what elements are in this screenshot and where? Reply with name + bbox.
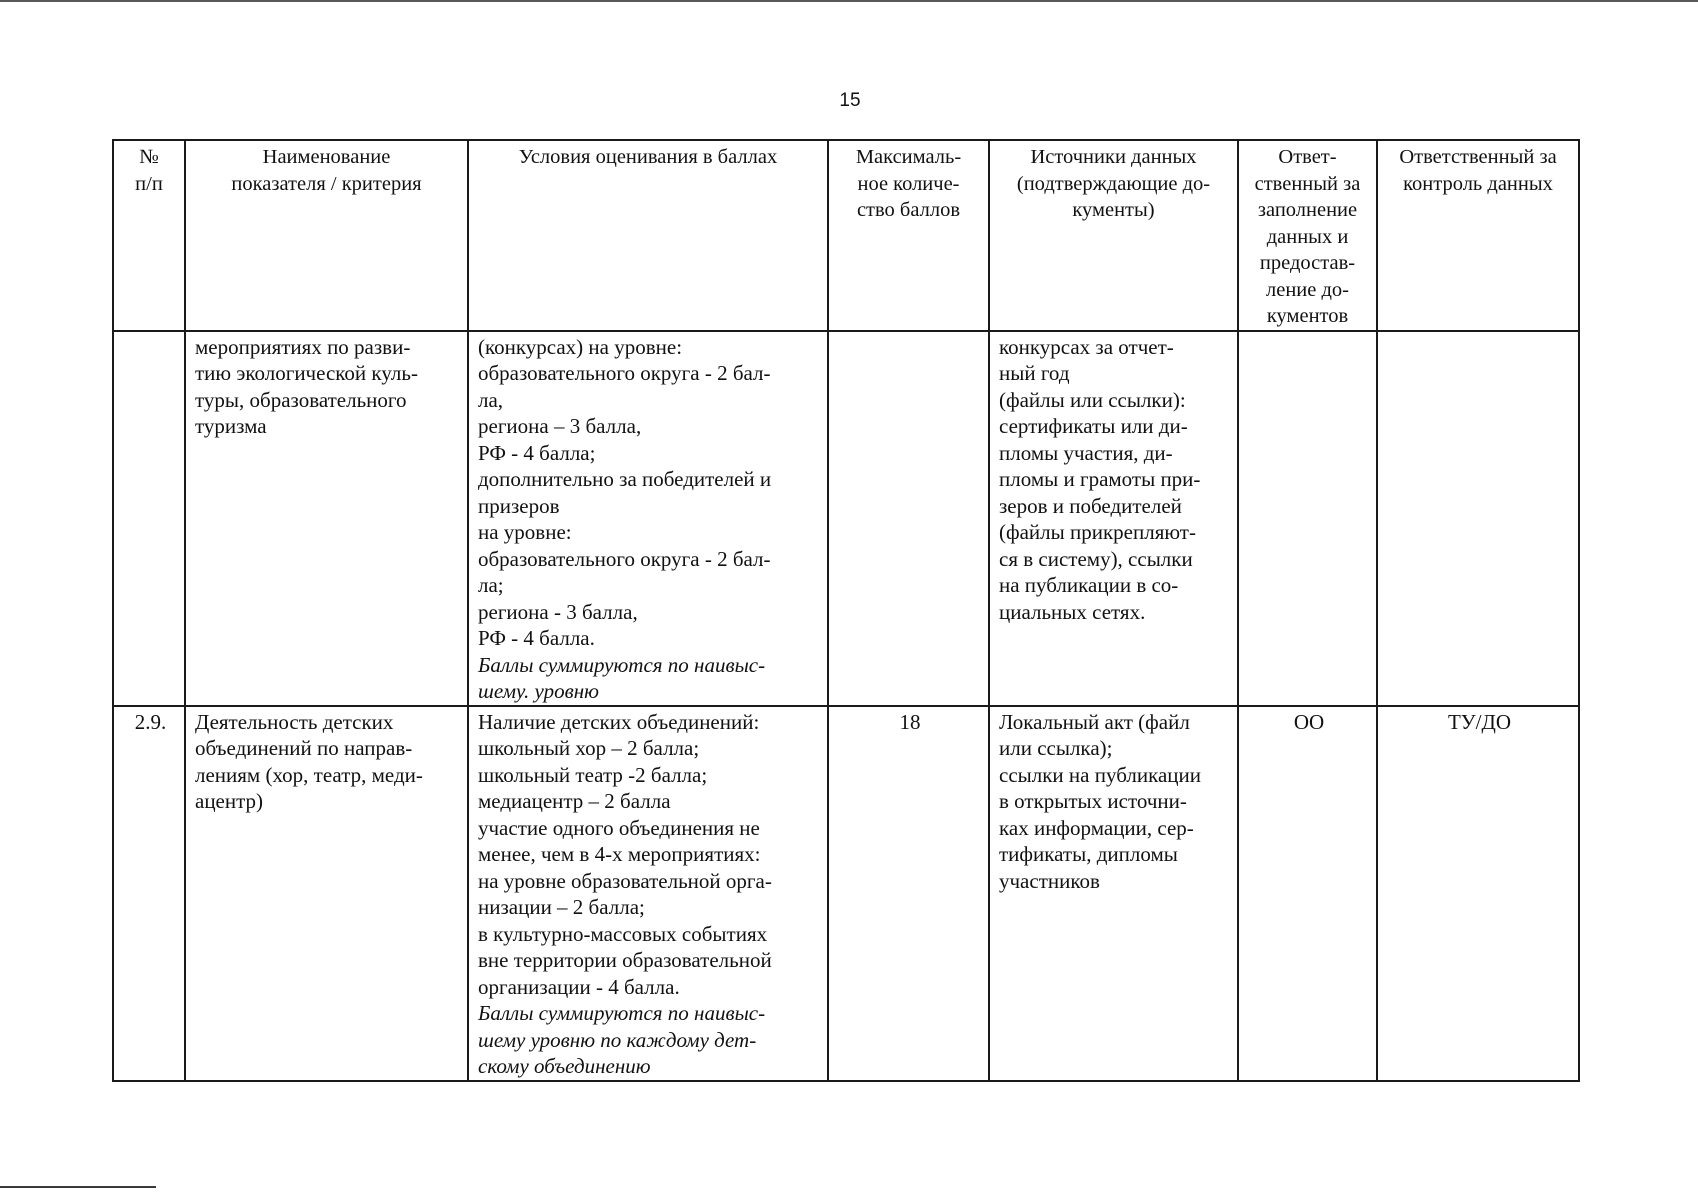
table-header-row (113, 140, 1579, 331)
header-num: № п/п (113, 140, 185, 331)
header-responsible-control: Ответственный за контроль данных (1377, 140, 1579, 331)
conditions-text: (конкурсах) на уровне: образовательного округа - 2 бал- ла, региона – 3 балла, РФ - 4 балла; дополнительно за победителей и призеров на уровне: образовательного округа - 2 бал- ла; региона - 3 балла, РФ - 4 балла. (478, 334, 772, 650)
footnote-rule (0, 1186, 156, 1188)
row-max-points (828, 331, 989, 706)
header-max-points: Максималь- ное количе- ство баллов (828, 140, 989, 331)
header-sources: Источники данных (подтверждающие до- кументы) (989, 140, 1238, 331)
row-responsible-fill (1238, 331, 1377, 706)
row-num (113, 331, 185, 706)
header-name: Наименование показателя / критерия (185, 140, 468, 331)
row-conditions (468, 331, 828, 706)
table-row (113, 706, 1579, 1081)
conditions-note: Баллы суммируются по наивыс- шему. уровню (478, 652, 766, 703)
criteria-table (112, 139, 1580, 1082)
table-row (113, 331, 1579, 706)
row-responsible-fill: ОО (1238, 706, 1377, 1081)
top-scan-edge (0, 0, 1698, 2)
row-max-points: 18 (828, 706, 989, 1081)
header-responsible-fill: Ответ- ственный за заполнение данных и предостав- ление до- кументов (1238, 140, 1377, 331)
row-sources: Локальный акт (файл или ссылка); ссылки на публикации в открытых источни- ках информации, сер- тификаты, дипломы участников (989, 706, 1238, 1081)
row-num: 2.9. (113, 706, 185, 1081)
row-name: мероприятиях по разви- тию экологической куль- туры, образовательного туризма (185, 331, 468, 706)
row-responsible-control (1377, 331, 1579, 706)
row-name: Деятельность детских объединений по направ- лениям (хор, театр, меди- ацентр) (185, 706, 468, 1081)
row-conditions (468, 706, 828, 1081)
conditions-note: Баллы суммируются по наивыс- шему уровню по каждому дет- скому объединению (478, 1001, 766, 1078)
row-sources: конкурсах за отчет- ный год (файлы или ссылки): сертификаты или ди- пломы участия, ди- пломы и грамоты при- зеров и победителей (файлы прикрепляют- ся в систему), ссылки на публикации в со- циальных сетях. (989, 331, 1238, 706)
page-number: 15 (839, 90, 861, 111)
row-responsible-control: ТУ/ДО (1377, 706, 1579, 1081)
header-conditions: Условия оценивания в баллах (468, 140, 828, 331)
conditions-text: Наличие детских объединений: школьный хор – 2 балла; школьный театр -2 балла; медиацентр – 2 балла участие одного объединения не менее, чем в 4-х мероприятиях: на уровне образовательной орга- низации – 2 балла; в культурно-массовых событиях вне территории образовательной организации - 4 балла. (478, 709, 772, 999)
